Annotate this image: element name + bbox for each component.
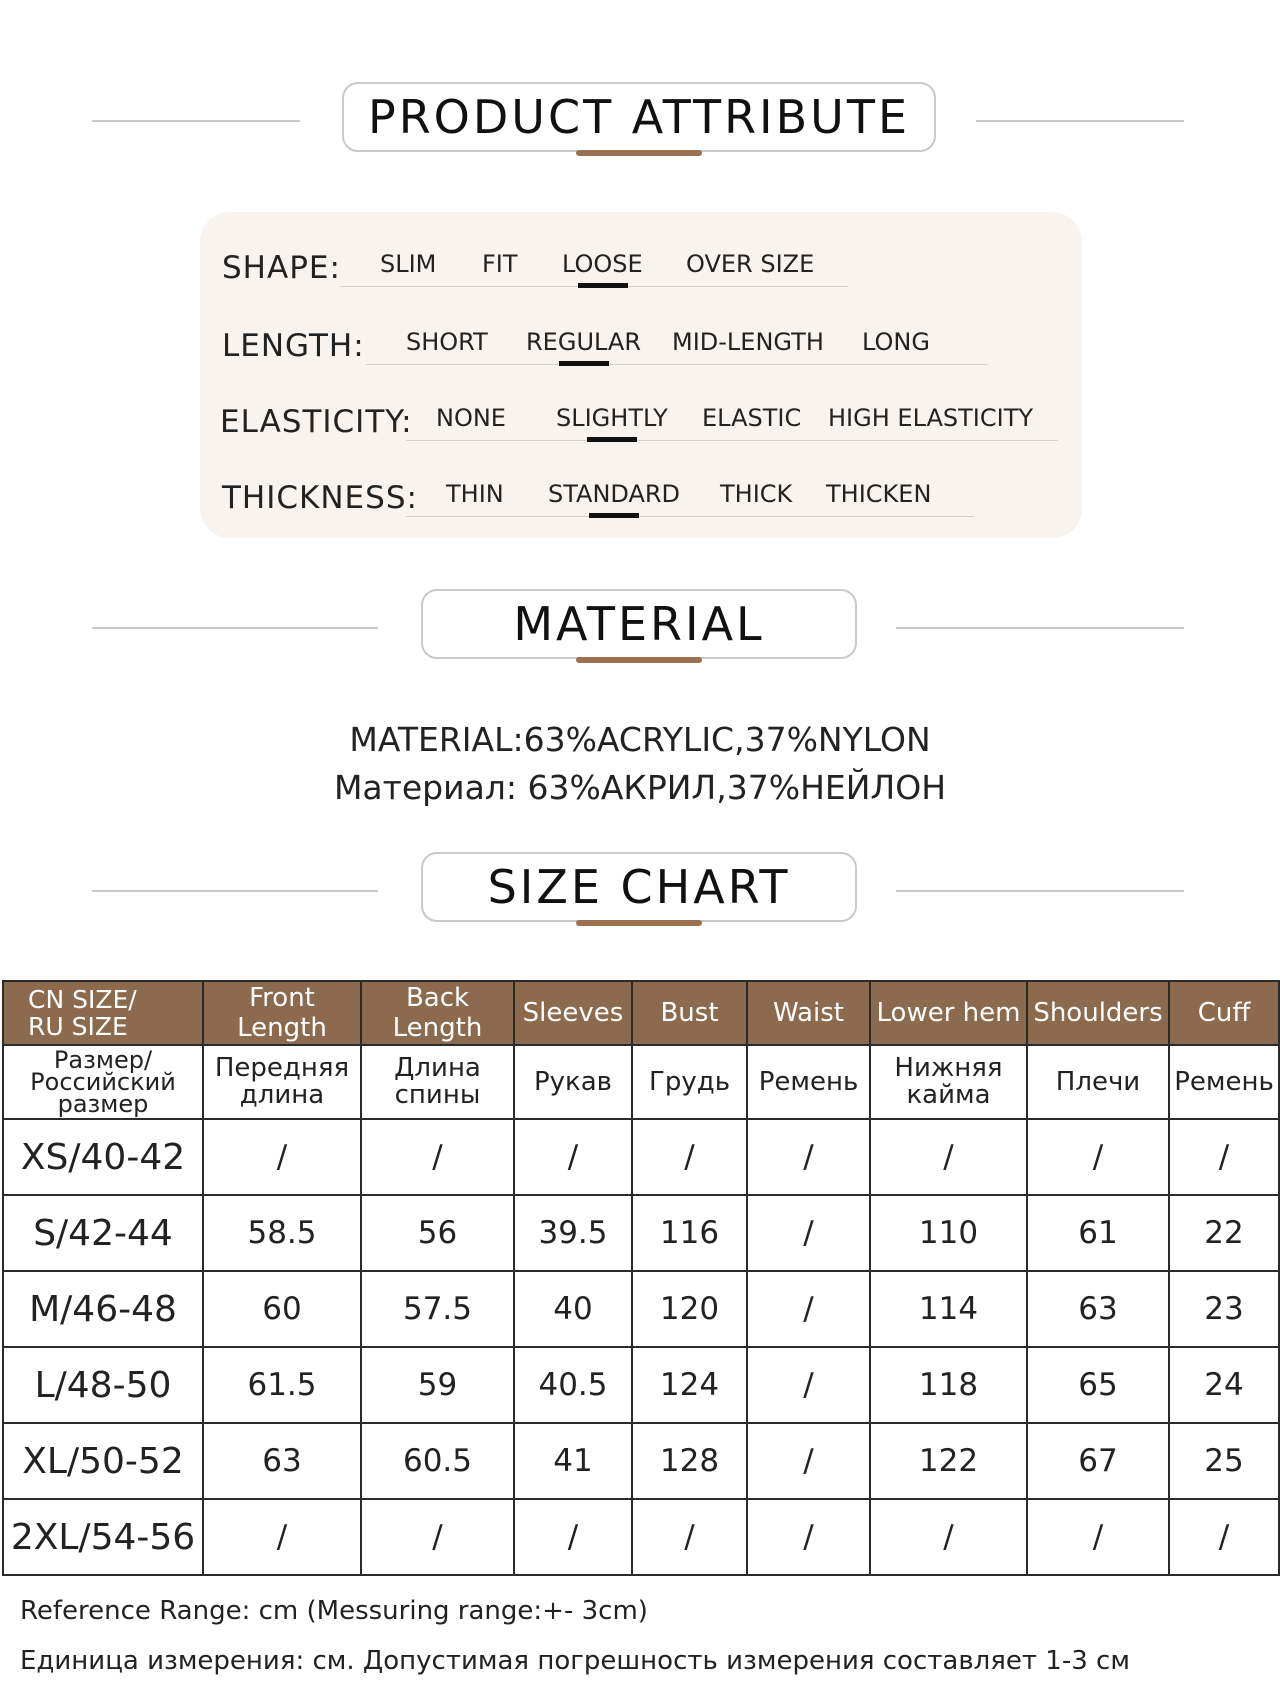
attr-option: LOOSE — [562, 250, 643, 278]
divider-left — [92, 120, 300, 122]
attribute-panel — [200, 212, 1082, 538]
measurement-cell: 65 — [1027, 1347, 1169, 1423]
table-row — [3, 1423, 1279, 1499]
header-cell-ru: Длина спины — [361, 1045, 514, 1119]
attr-option: SLIGHTLY — [556, 404, 668, 432]
table-row — [3, 1347, 1279, 1423]
attr-option: THICK — [720, 480, 793, 508]
measurement-cell: / — [747, 1347, 870, 1423]
measurement-cell: / — [747, 1499, 870, 1575]
measurement-cell: 25 — [1169, 1423, 1279, 1499]
attr-option: SLIM — [380, 250, 437, 278]
divider-left — [92, 627, 378, 629]
size-cell: L/48-50 — [3, 1347, 203, 1423]
measurement-cell: 59 — [361, 1347, 514, 1423]
header-cell-en: Bust — [632, 981, 747, 1045]
attr-option: MID-LENGTH — [672, 328, 824, 356]
header-cell-ru: Рукав — [514, 1045, 632, 1119]
header-cell-ru: Передняя длина — [203, 1045, 361, 1119]
attr-row-elasticity — [200, 384, 1082, 444]
header-cell-ru: Размер/ Российский размер — [3, 1045, 203, 1119]
section-title-box — [342, 82, 936, 152]
selected-marker — [578, 283, 628, 288]
attr-row-thickness — [200, 460, 1082, 520]
header-row-ru — [3, 1045, 1279, 1119]
divider-left — [92, 890, 378, 892]
reference-note-ru: Единица измерения: см. Допустимая погрешность измерения составляет 1-3 см — [20, 1646, 1130, 1676]
attr-option: REGULAR — [526, 328, 642, 356]
measurement-cell: / — [1027, 1119, 1169, 1195]
header-cell-ru: Ремень — [1169, 1045, 1279, 1119]
divider-right — [896, 627, 1184, 629]
measurement-cell: / — [1169, 1499, 1279, 1575]
header-cell-en: Back Length — [361, 981, 514, 1045]
measurement-cell: 120 — [632, 1271, 747, 1347]
attr-option: STANDARD — [548, 480, 681, 508]
section-title-box — [421, 589, 857, 659]
attr-underline — [366, 364, 988, 365]
selected-marker — [589, 513, 639, 518]
attr-row-shape — [200, 230, 1082, 290]
measurement-cell: 110 — [870, 1195, 1027, 1271]
header-cell-en: Waist — [747, 981, 870, 1045]
measurement-cell: 61 — [1027, 1195, 1169, 1271]
measurement-cell: / — [361, 1499, 514, 1575]
attr-option: LONG — [862, 328, 930, 356]
table-row — [3, 1499, 1279, 1575]
header-cell-en: Lower hem — [870, 981, 1027, 1045]
measurement-cell: 56 — [361, 1195, 514, 1271]
attr-option: ELASTIC — [702, 404, 802, 432]
material-en: MATERIAL:63%ACRYLIC,37%NYLON — [349, 720, 931, 759]
section-title: PRODUCT ATTRIBUTE — [367, 90, 911, 144]
selected-marker — [587, 437, 637, 442]
title-accent — [576, 657, 702, 663]
size-cell: M/46-48 — [3, 1271, 203, 1347]
measurement-cell: 63 — [203, 1423, 361, 1499]
attr-label: SHAPE: — [222, 250, 341, 286]
measurement-cell: / — [870, 1499, 1027, 1575]
size-cell: XL/50-52 — [3, 1423, 203, 1499]
measurement-cell: 128 — [632, 1423, 747, 1499]
measurement-cell: 22 — [1169, 1195, 1279, 1271]
measurement-cell: / — [203, 1499, 361, 1575]
size-chart-heading — [0, 852, 1280, 932]
product-attribute-heading — [0, 82, 1280, 162]
measurement-cell: / — [747, 1423, 870, 1499]
attr-row-length — [200, 308, 1082, 368]
table-row — [3, 1119, 1279, 1195]
measurement-cell: / — [514, 1499, 632, 1575]
attr-option: SHORT — [406, 328, 488, 356]
size-cell: S/42-44 — [3, 1195, 203, 1271]
header-cell-ru: Ремень — [747, 1045, 870, 1119]
attr-option: NONE — [436, 404, 506, 432]
measurement-cell: 40 — [514, 1271, 632, 1347]
reference-note-en: Reference Range: cm (Messuring range:+- 3cm) — [20, 1596, 648, 1626]
measurement-cell: / — [514, 1119, 632, 1195]
measurement-cell: 122 — [870, 1423, 1027, 1499]
attr-underline — [406, 440, 1058, 441]
measurement-cell: 24 — [1169, 1347, 1279, 1423]
measurement-cell: / — [870, 1119, 1027, 1195]
title-accent — [576, 150, 702, 156]
attr-label: LENGTH: — [222, 328, 365, 364]
table-row — [3, 1195, 1279, 1271]
measurement-cell: 23 — [1169, 1271, 1279, 1347]
section-title-box — [421, 852, 857, 922]
attr-option: THICKEN — [826, 480, 932, 508]
measurement-cell: 41 — [514, 1423, 632, 1499]
measurement-cell: 60 — [203, 1271, 361, 1347]
measurement-cell: / — [203, 1119, 361, 1195]
attr-option: HIGH ELASTICITY — [828, 404, 1034, 432]
section-title: MATERIAL — [513, 597, 765, 651]
measurement-cell: 67 — [1027, 1423, 1169, 1499]
measurement-cell: 116 — [632, 1195, 747, 1271]
material-ru: Материал: 63%АКРИЛ,37%НЕЙЛОН — [333, 768, 947, 807]
header-cell-ru: Нижняя кайма — [870, 1045, 1027, 1119]
measurement-cell: 57.5 — [361, 1271, 514, 1347]
material-heading — [0, 589, 1280, 669]
header-cell-ru: Грудь — [632, 1045, 747, 1119]
header-cell-en: Cuff — [1169, 981, 1279, 1045]
measurement-cell: / — [747, 1195, 870, 1271]
measurement-cell: 114 — [870, 1271, 1027, 1347]
attr-underline — [406, 516, 974, 517]
attr-option: OVER SIZE — [686, 250, 815, 278]
attr-label: THICKNESS: — [222, 480, 418, 516]
header-cell-en: Shoulders — [1027, 981, 1169, 1045]
header-cell-ru: Плечи — [1027, 1045, 1169, 1119]
measurement-cell: / — [747, 1119, 870, 1195]
measurement-cell: 124 — [632, 1347, 747, 1423]
header-cell-en: CN SIZE/ RU SIZE — [3, 981, 203, 1045]
divider-right — [976, 120, 1184, 122]
section-title: SIZE CHART — [487, 860, 791, 914]
measurement-cell: / — [632, 1499, 747, 1575]
measurement-cell: 58.5 — [203, 1195, 361, 1271]
attr-option: FIT — [482, 250, 518, 278]
measurement-cell: 60.5 — [361, 1423, 514, 1499]
measurement-cell: 40.5 — [514, 1347, 632, 1423]
measurement-cell: / — [1169, 1119, 1279, 1195]
measurement-cell: / — [632, 1119, 747, 1195]
size-cell: 2XL/54-56 — [3, 1499, 203, 1575]
measurement-cell: 61.5 — [203, 1347, 361, 1423]
measurement-cell: 39.5 — [514, 1195, 632, 1271]
header-row-en — [3, 981, 1279, 1045]
measurement-cell: / — [747, 1271, 870, 1347]
selected-marker — [559, 361, 609, 366]
divider-right — [896, 890, 1184, 892]
table-row — [3, 1271, 1279, 1347]
size-cell: XS/40-42 — [3, 1119, 203, 1195]
measurement-cell: / — [1027, 1499, 1169, 1575]
title-accent — [576, 920, 702, 926]
measurement-cell: / — [361, 1119, 514, 1195]
attr-option: THIN — [446, 480, 504, 508]
header-cell-en: Front Length — [203, 981, 361, 1045]
attr-label: ELASTICITY: — [220, 404, 413, 440]
measurement-cell: 63 — [1027, 1271, 1169, 1347]
measurement-cell: 118 — [870, 1347, 1027, 1423]
header-cell-en: Sleeves — [514, 981, 632, 1045]
size-table — [2, 980, 1280, 1576]
